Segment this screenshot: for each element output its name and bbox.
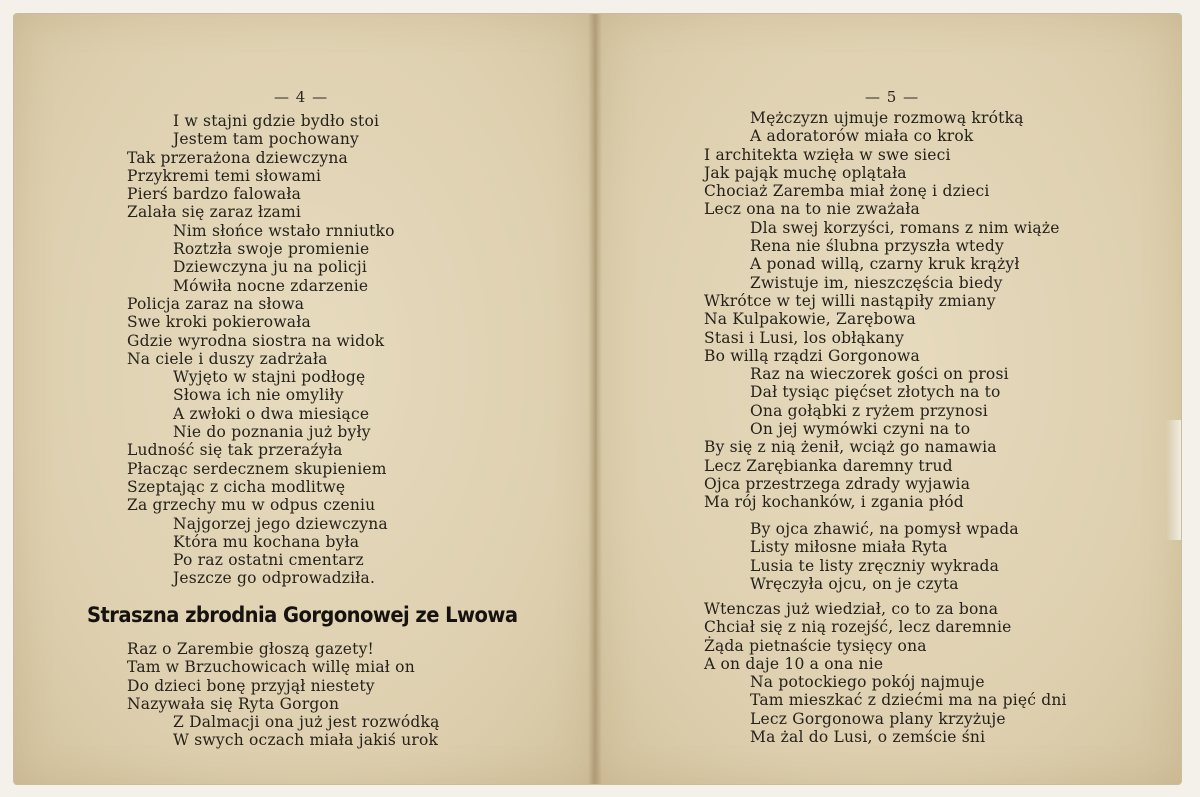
verse-line: Ona gołąbki z ryżem przynosi (750, 401, 988, 420)
verse-line: Która mu kochana była (173, 532, 360, 551)
verse-line: Na Kulpakowie, Zarębowa (704, 310, 917, 329)
verse-line: Ojca przestrzega zdrady wyjawia (704, 474, 971, 493)
verse-line: Pierś bardzo falowała (127, 185, 302, 204)
verse-line: Na potockiego pokój najmuje (750, 673, 985, 692)
verse-line: Jak pająk muchę oplątała (704, 163, 907, 182)
verse-line: Tak przerażona dziewczyna (127, 148, 348, 167)
left-verses-top (127, 112, 395, 588)
right-page (597, 14, 1181, 784)
verse-line: Dał tysiąc pięćset złotych na to (750, 383, 1001, 402)
verse-line: Policja zaraz na słowa (127, 294, 305, 313)
verse-line: Raz o Zarembie głoszą gazety! (127, 640, 374, 658)
verse-line: Za grzechy mu w odpus czeniu (127, 496, 376, 515)
left-verses-bottom (127, 640, 440, 750)
verse-line: Mężczyzn ujmuje rozmową krótką (750, 109, 1024, 127)
verse-line: Żąda pietnaście tysięcy ona (704, 636, 927, 655)
verse-line: Wkrótce w tej willi nastąpiły zmiany (704, 291, 996, 310)
verse-line: Chciał się z nią rozejść, lecz daremnie (704, 618, 1012, 637)
verse-line: Swe kroki pokierowała (127, 313, 311, 332)
right-verses-part2 (704, 520, 1019, 593)
verse-line: Rena nie ślubna przyszła wtedy (750, 237, 1004, 256)
verse-line: Ludność się tak przeraźyła (127, 441, 343, 460)
verse-line: Raz na wieczorek gości on prosi (750, 365, 1009, 384)
verse-line: Wręczyła ojcu, on je czyta (750, 574, 959, 593)
paper-tear (1166, 420, 1181, 540)
verse-line: Słowa ich nie omyliły (173, 386, 344, 405)
verse-line: Na ciele i duszy zadrżała (127, 349, 328, 368)
verse-line: A zwłoki o dwa miesiące (173, 404, 370, 423)
verse-line: Do dzieci bonę przyjął niestety (127, 676, 375, 695)
verse-line: Najgorzej jego dziewczyna (173, 514, 388, 533)
verse-line: Roztzła swoje promienie (173, 240, 370, 259)
verse-line: Tam w Brzuchowicach willę miał on (127, 658, 415, 677)
verse-line: A ponad willą, czarny kruk krążył (750, 255, 1020, 274)
verse-line: Stasi i Lusi, los obłąkany (704, 328, 905, 347)
poem-heading: Straszna zbrodnia Gorgonowej ze Lwowa (87, 603, 518, 627)
verse-line: Płacząc serdecznem skupieniem (127, 459, 387, 478)
verse-line: Przykremi temi słowami (127, 166, 322, 185)
verse-line: On jej wymówki czyni na to (750, 420, 971, 439)
verse-line: Dziewczyna ju na policji (173, 258, 368, 277)
verse-line: Ma żal do Lusi, o zemście śni (750, 728, 986, 747)
verse-line: Wtenczas już wiedział, co to za bona (704, 600, 999, 618)
verse-line: A on daje 10 a ona nie (704, 654, 884, 673)
verse-line: Zalała się zaraz łzami (127, 203, 302, 222)
page-number-right: — 5 — (865, 88, 920, 106)
verse-line: A adoratorów miała co krok (750, 127, 974, 146)
verse-line: Zwistuje im, nieszczęścia biedy (750, 273, 1003, 292)
verse-line: Jeszcze go odprowadziła. (173, 569, 376, 588)
verse-line: Wyjęto w stajni podłogę (173, 368, 366, 387)
verse-line: Szeptając z cicha modlitwę (127, 477, 346, 496)
verse-line: Po raz ostatni cmentarz (173, 551, 364, 570)
verse-line: Gdzie wyrodna siostra na widok (127, 331, 385, 350)
verse-line: By ojca zhawić, na pomysł wpada (750, 520, 1019, 538)
verse-line: By się z nią żenił, wciąż go namawia (704, 438, 997, 457)
verse-line: Jestem tam pochowany (173, 130, 359, 149)
verse-line: Ma rój kochanków, i zgania płód (704, 493, 964, 512)
verse-line: Nie do poznania już były (173, 423, 371, 442)
verse-line: Mówiła nocne zdarzenie (173, 276, 369, 295)
left-page (14, 14, 595, 784)
verse-line: Chociaż Zaremba miał żonę i dzieci (704, 182, 990, 201)
verse-line: Listy miłosne miała Ryta (750, 538, 948, 557)
verse-line: Nim słońce wstało rnniutko (173, 221, 395, 240)
verse-line: Dla swej korzyści, romans z nim wiąże (750, 218, 1060, 237)
verse-line: I architekta wzięła w swe sieci (704, 145, 951, 164)
page-number-left: — 4 — (274, 88, 329, 106)
verse-line: Nazywała się Ryta Gorgon (127, 694, 340, 713)
verse-line: Lecz Gorgonowa plany krzyżuje (750, 709, 1006, 728)
right-verses-part1 (704, 109, 1060, 512)
verse-line: Tam mieszkać z dziećmi ma na pięć dni (750, 691, 1067, 710)
verse-line: W swych oczach miała jakiś urok (173, 731, 439, 750)
book-gutter (588, 14, 602, 784)
verse-line: Bo willą rządzi Gorgonowa (704, 346, 920, 365)
verse-line: Lusia te listy zręczniy wykrada (750, 556, 1000, 575)
verse-line: I w stajni gdzie bydło stoi (173, 112, 380, 130)
verse-line: Lecz Zarębianka daremny trud (704, 456, 953, 475)
right-verses-part3 (704, 600, 1067, 746)
verse-line: Z Dalmacji ona już jest rozwódką (173, 713, 440, 732)
verse-line: Lecz ona na to nie zważała (704, 200, 920, 219)
